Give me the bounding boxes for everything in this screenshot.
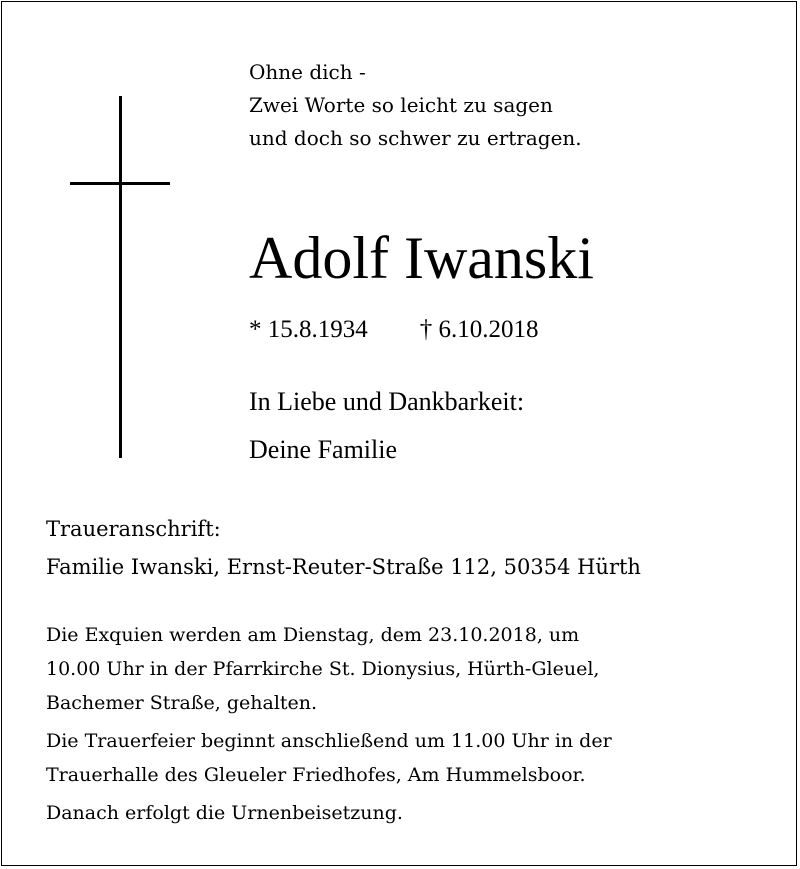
exequies-line: Bachemer Straße, gehalten. [46, 692, 318, 714]
burial-line: Danach erfolgt die Urnenbeisetzung. [46, 802, 403, 824]
cross-horizontal-bar [70, 182, 170, 185]
quote-line: Ohne dich - [249, 60, 366, 84]
ceremony-line: Die Trauerfeier beginnt anschließend um 11.00 Uhr in der [46, 730, 612, 752]
quote-line: Zwei Worte so leicht zu sagen [249, 93, 553, 117]
service-details [46, 614, 612, 834]
quote-line: und doch so schwer zu ertragen. [249, 126, 582, 150]
cross-vertical-bar [119, 96, 122, 458]
cross-icon [70, 96, 170, 458]
birth-date: * 15.8.1934 [249, 316, 368, 343]
ceremony-line: Trauerhalle des Gleueler Friedhofes, Am Hummelsboor. [46, 764, 586, 786]
mourning-address [46, 510, 641, 586]
deceased-name: Adolf Iwanski [249, 225, 594, 291]
address-value: Familie Iwanski, Ernst-Reuter-Straße 112, 50354 Hürth [46, 555, 641, 579]
life-dates [249, 313, 539, 347]
family-signature: Deine Familie [249, 435, 398, 464]
death-date: † 6.10.2018 [419, 316, 539, 343]
memorial-quote [249, 56, 582, 155]
farewell-message [249, 378, 524, 474]
address-label: Traueranschrift: [46, 517, 221, 541]
exequies-line: 10.00 Uhr in der Pfarrkirche St. Dionysius, Hürth-Gleuel, [46, 658, 600, 680]
exequies-line: Die Exquien werden am Dienstag, dem 23.10.2018, um [46, 624, 580, 646]
farewell-line: In Liebe und Dankbarkeit: [249, 387, 525, 416]
